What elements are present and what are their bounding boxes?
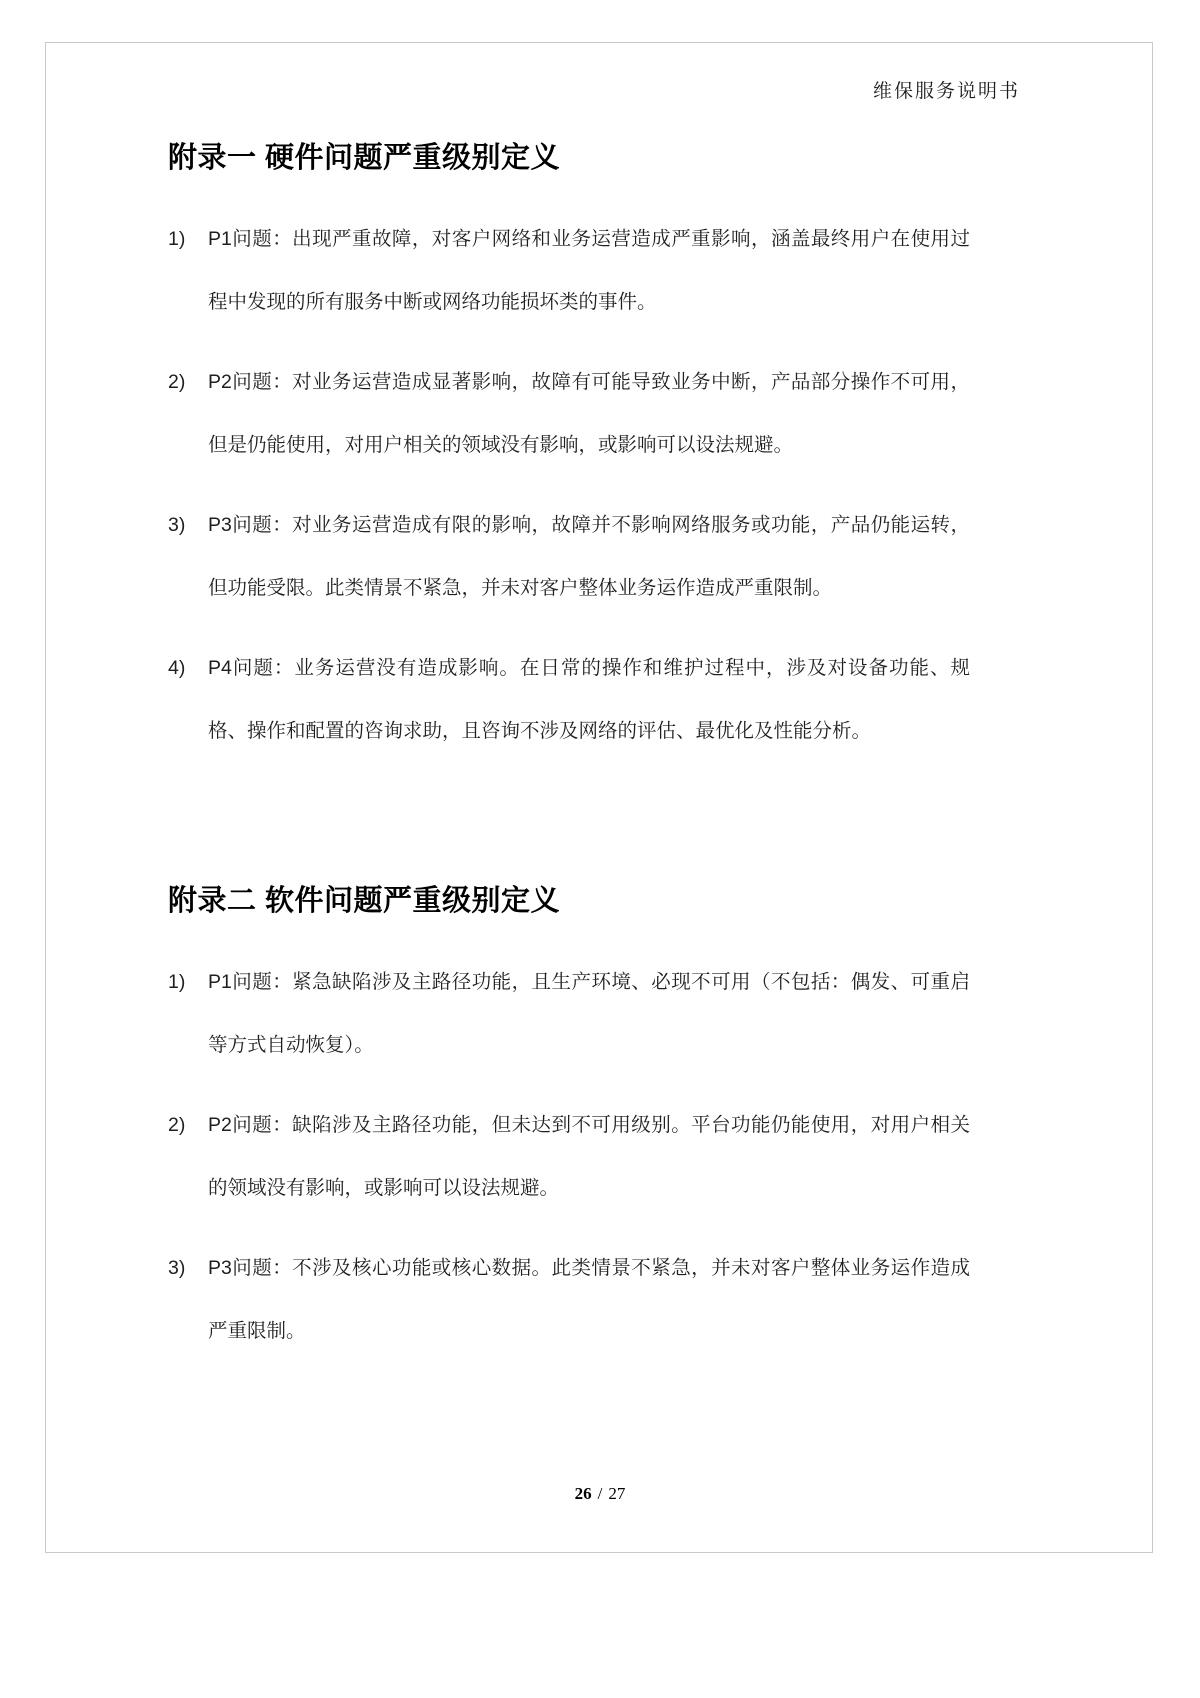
item-text: P2问题：缺陷涉及主路径功能，但未达到不可用级别。平台功能仍能使用，对用户相关的领域没有影响，或影响可以设法规避。 bbox=[208, 1114, 970, 1199]
document-content bbox=[168, 138, 970, 1380]
list-item bbox=[168, 1237, 970, 1363]
list-item bbox=[168, 208, 970, 334]
page-footer bbox=[0, 1484, 1200, 1504]
page-number-separator: / bbox=[597, 1484, 603, 1503]
item-text: P3问题：对业务运营造成有限的影响，故障并不影响网络服务或功能，产品仍能运转，但功能受限。此类情景不紧急，并未对客户整体业务运作造成严重限制。 bbox=[208, 514, 970, 599]
item-number: 2) bbox=[168, 371, 186, 393]
item-number: 1) bbox=[168, 971, 186, 993]
item-text: P2问题：对业务运营造成显著影响，故障有可能导致业务中断，产品部分操作不可用，但是仍能使用，对用户相关的领域没有影响，或影响可以设法规避。 bbox=[208, 371, 970, 456]
list-item bbox=[168, 951, 970, 1077]
item-text: P1问题：紧急缺陷涉及主路径功能，且生产环境、必现不可用（不包括：偶发、可重启等方式自动恢复）。 bbox=[208, 971, 970, 1056]
document-header-title: 维保服务说明书 bbox=[872, 81, 1020, 102]
list-item bbox=[168, 351, 970, 477]
section-title: 附录二 软件问题严重级别定义 bbox=[168, 885, 561, 917]
item-number: 4) bbox=[168, 657, 186, 679]
page-number-current: 26 bbox=[574, 1484, 592, 1503]
list-item bbox=[168, 1094, 970, 1220]
item-number: 1) bbox=[168, 228, 186, 250]
severity-list-software bbox=[168, 951, 970, 1363]
item-text: P3问题：不涉及核心功能或核心数据。此类情景不紧急，并未对客户整体业务运作造成严重限制。 bbox=[208, 1257, 970, 1342]
page-number-total: 27 bbox=[608, 1484, 626, 1503]
item-number: 3) bbox=[168, 1257, 186, 1279]
item-text: P1问题：出现严重故障，对客户网络和业务运营造成严重影响，涵盖最终用户在使用过程中发现的所有服务中断或网络功能损坏类的事件。 bbox=[208, 228, 970, 313]
list-item bbox=[168, 494, 970, 620]
item-text: P4问题：业务运营没有造成影响。在日常的操作和维护过程中，涉及对设备功能、规格、操作和配置的咨询求助，且咨询不涉及网络的评估、最优化及性能分析。 bbox=[208, 657, 970, 742]
item-number: 2) bbox=[168, 1114, 186, 1136]
section-appendix-1 bbox=[168, 138, 970, 763]
list-item bbox=[168, 637, 970, 763]
severity-list-hardware bbox=[168, 208, 970, 763]
item-number: 3) bbox=[168, 514, 186, 536]
section-appendix-2 bbox=[168, 881, 970, 1363]
section-title: 附录一 硬件问题严重级别定义 bbox=[168, 142, 561, 174]
